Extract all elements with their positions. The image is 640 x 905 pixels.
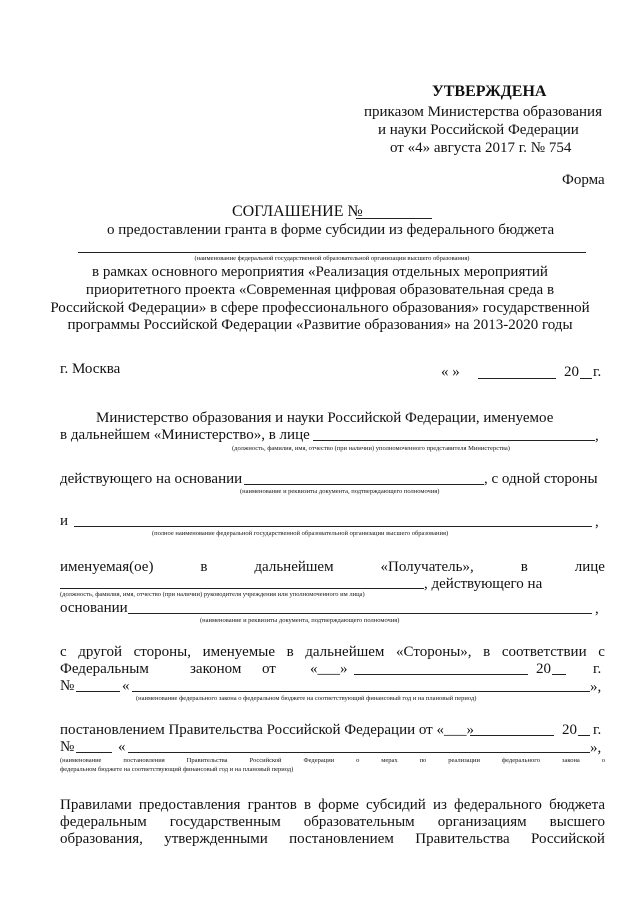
- p4-basis: основании: [60, 600, 128, 616]
- p7-word: федерального: [454, 797, 542, 813]
- p7-word: в: [304, 797, 312, 813]
- date-year-prefix: 20: [564, 364, 579, 380]
- p7-word: Российской: [531, 831, 605, 847]
- p7-word: образовательным: [303, 814, 415, 830]
- p4-w4: «Получатель»,: [380, 559, 474, 575]
- p5-word: стороны,: [133, 644, 191, 660]
- p7-word: грантов: [247, 797, 297, 813]
- intro-line-2: приоритетного проекта «Современная цифровая образовательная среда в: [85, 282, 555, 298]
- recipient-doc-field[interactable]: [128, 613, 592, 614]
- p3-and: и: [60, 513, 69, 529]
- fed-law-year-field[interactable]: [552, 674, 566, 675]
- intro-line-4: программы Российской Федерации «Развитие образования» на 2013-2020 годы: [67, 317, 573, 333]
- p4-w6: лице: [574, 559, 605, 575]
- p1-line-2: в дальнейшем «Министерство», в лице: [60, 427, 310, 443]
- p7-word: Правительства: [415, 831, 510, 847]
- intro-line-3: Российской Федерации» в сфере профессионального образования» государственной: [50, 300, 590, 316]
- p6-close: »,: [590, 740, 602, 756]
- p5-law: законом: [190, 661, 242, 677]
- p7-word: предоставления: [138, 797, 241, 813]
- p6-yr: 20: [562, 722, 577, 738]
- date-month-field[interactable]: [478, 378, 556, 379]
- p4-w5: в: [520, 559, 528, 575]
- agreement-subtitle: о предоставлении гранта в форме субсидии из федерального бюджета: [107, 222, 555, 238]
- p5-g: г.: [593, 661, 602, 677]
- approval-line-1: приказом Министерства образования: [364, 104, 602, 120]
- org-name-field[interactable]: [78, 252, 586, 253]
- p5-close: »,: [590, 679, 602, 695]
- p7-line-1: [60, 796, 605, 814]
- p4-w2: в: [200, 559, 208, 575]
- resolution-hint-1: (наименование постановления Правительства Российской Федерации о мерах по реализации федерального закона о: [60, 757, 605, 764]
- p7-word: из: [432, 797, 447, 813]
- p5-line-1: [60, 643, 605, 661]
- ministry-doc-hint: (наименование и реквизиты документа, подтверждающего полномочия): [240, 488, 440, 495]
- city: г. Москва: [60, 361, 121, 377]
- p4-w1: именуемая(ое): [60, 559, 154, 575]
- p4-w3: дальнейшем: [254, 559, 334, 575]
- p7-word: утвержденными: [164, 831, 268, 847]
- p7-word: субсидий: [366, 797, 426, 813]
- recipient-org-hint: (полное наименование федеральной государственной образовательной организации высшего образования): [152, 530, 449, 537]
- resolution-number-field[interactable]: [76, 752, 112, 753]
- intro-line-1: в рамках основного мероприятия «Реализация отдельных мероприятий: [92, 264, 548, 280]
- fed-law-hint: (наименование федерального закона о федеральном бюджете на соответствующий финансовый год и на плановый период): [136, 695, 477, 702]
- p7-word: бюджета: [549, 797, 605, 813]
- fed-law-number-field[interactable]: [76, 691, 120, 692]
- p6-g: г.: [593, 722, 602, 738]
- p5-no: №: [60, 678, 75, 694]
- resolution-name-field[interactable]: [128, 752, 590, 753]
- p7-word: форме: [318, 797, 359, 813]
- resolution-year-field[interactable]: [578, 735, 590, 736]
- p5-word: с: [60, 644, 67, 660]
- ministry-rep-hint: (должность, фамилия, имя, отчество (при наличии) уполномоченного представителя Министерства): [232, 445, 510, 452]
- p5-word: именуемые: [202, 644, 275, 660]
- p6-open-quote: «: [118, 739, 126, 755]
- p5-word: соответствии: [501, 644, 587, 660]
- p1-comma: ,: [595, 428, 599, 444]
- recipient-head-hint: (должность, фамилия, имя, отчество (при наличии) руководителя учреждения или уполномоченного им лица): [60, 591, 365, 598]
- p4-acting: , действующего на: [424, 576, 543, 592]
- resolution-hint-2: федеральном бюджете на соответствующий финансовый год и на плановый период): [60, 766, 294, 773]
- p7-word: образования,: [60, 831, 143, 847]
- date-day-quotes[interactable]: « »: [441, 364, 460, 380]
- p5-word: другой: [78, 644, 123, 660]
- p5-word: с: [598, 644, 605, 660]
- p1-line-1: Министерство образования и науки Российской Федерации, именуемое: [96, 410, 554, 426]
- p7-word: федеральным: [60, 814, 147, 830]
- p5-word: в: [286, 644, 294, 660]
- form-label: Форма: [562, 172, 605, 188]
- p5-open-quote: «: [122, 678, 130, 694]
- p7-word: постановлением: [289, 831, 394, 847]
- p4-line-1: [60, 558, 605, 576]
- p5-day-quotes[interactable]: «___»: [310, 661, 348, 677]
- p5-word: «Стороны»,: [396, 644, 472, 660]
- p5-word: в: [483, 644, 491, 660]
- approval-line-2: и науки Российской Федерации: [378, 122, 579, 138]
- recipient-doc-hint: (наименование и реквизиты документа, подтверждающего полномочия): [200, 617, 400, 624]
- p7-line-2: [60, 813, 605, 831]
- p5-fed: Федеральным: [60, 661, 149, 677]
- p2-tail: , с одной стороны: [484, 471, 598, 487]
- resolution-month-field[interactable]: [470, 735, 554, 736]
- p5-from: от: [262, 661, 276, 677]
- org-name-hint: (наименование федеральной государственной образовательной организации высшего образования): [194, 255, 470, 262]
- date-year-field[interactable]: [580, 378, 592, 379]
- fed-law-month-field[interactable]: [354, 674, 528, 675]
- agreement-title: СОГЛАШЕНИЕ №: [232, 203, 363, 220]
- p5-yr: 20: [536, 661, 551, 677]
- p6-no: №: [60, 739, 75, 755]
- p7-word: организациям: [437, 814, 527, 830]
- p2-text: действующего на основании: [60, 471, 243, 487]
- approval-title: УТВЕРЖДЕНА: [432, 83, 547, 100]
- p7-word: государственным: [169, 814, 281, 830]
- recipient-head-field[interactable]: [60, 588, 424, 589]
- ministry-rep-field[interactable]: [313, 440, 595, 441]
- p7-word: высшего: [549, 814, 605, 830]
- agreement-number-field[interactable]: [356, 218, 432, 219]
- p5-word: дальнейшем: [305, 644, 385, 660]
- p3-comma: ,: [595, 514, 599, 530]
- date-year-suffix: г.: [593, 364, 602, 380]
- ministry-doc-field[interactable]: [244, 484, 484, 485]
- recipient-org-field[interactable]: [74, 526, 592, 527]
- p7-word: Правилами: [60, 797, 132, 813]
- p4-comma: ,: [595, 601, 599, 617]
- p7-line-3: [60, 830, 605, 848]
- p6-line-1: постановлением Правительства Российской Федерации от «___»: [60, 722, 474, 738]
- approval-line-3: от «4» августа 2017 г. № 754: [390, 140, 572, 156]
- fed-law-name-field[interactable]: [132, 691, 590, 692]
